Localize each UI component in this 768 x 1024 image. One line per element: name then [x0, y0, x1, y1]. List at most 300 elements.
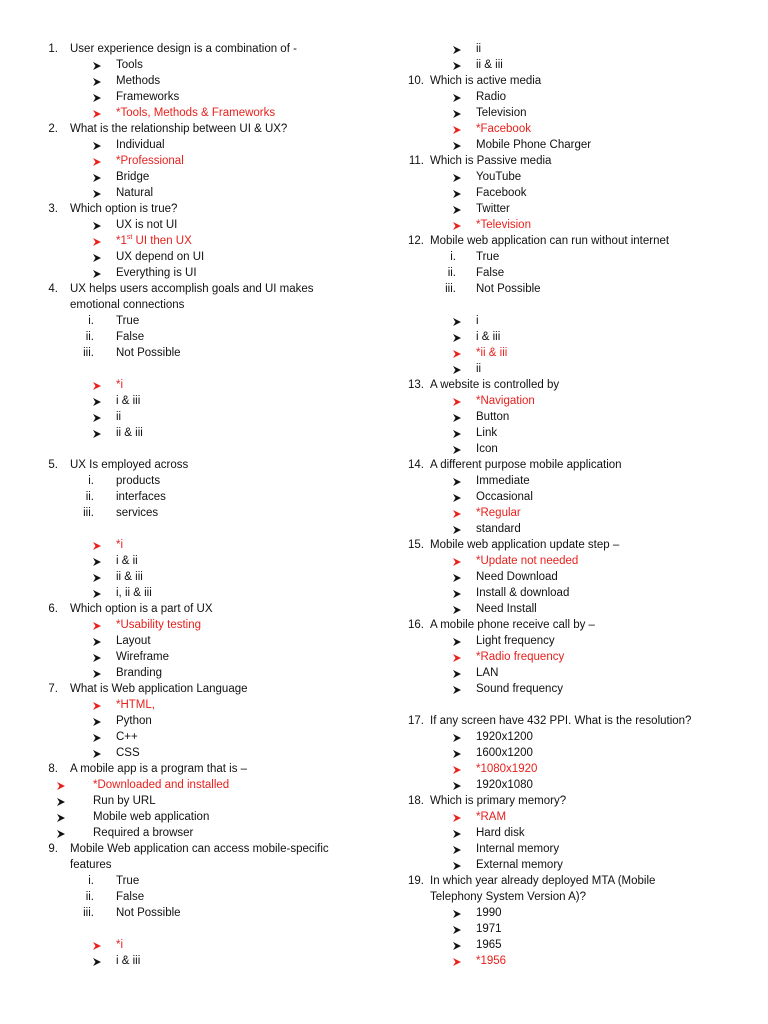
option-text: *Facebook — [476, 123, 531, 135]
roman-list-item — [36, 345, 366, 361]
roman-numeral: iii. — [83, 907, 94, 919]
option-text: *Usability testing — [116, 619, 202, 631]
option-item — [36, 953, 366, 969]
arrow-bullet-icon — [92, 653, 102, 663]
option-item — [36, 793, 366, 809]
option-item — [396, 425, 736, 441]
option-text: UX depend on UI — [116, 251, 205, 263]
option-item — [36, 585, 366, 601]
question-continuation — [36, 857, 366, 873]
option-text: Natural — [116, 187, 154, 199]
blank-line — [36, 521, 366, 537]
question-text: In which year already deployed MTA (Mobile — [430, 875, 656, 887]
question-text: features — [70, 859, 112, 871]
question-text: A mobile phone receive call by – — [430, 619, 595, 631]
question-text: Mobile Web application can access mobile-specific — [70, 843, 329, 855]
arrow-bullet-icon — [92, 429, 102, 439]
option-item — [36, 729, 366, 745]
question-text: Which is active media — [430, 75, 542, 87]
arrow-bullet-icon — [452, 845, 462, 855]
arrow-bullet-icon — [56, 781, 66, 791]
arrow-bullet-icon — [92, 557, 102, 567]
option-text: *ii & iii — [476, 347, 508, 359]
arrow-bullet-icon — [92, 141, 102, 151]
option-text: *Tools, Methods & Frameworks — [116, 107, 276, 119]
question-number: 16. — [408, 619, 424, 631]
arrow-bullet-icon — [92, 253, 102, 263]
arrow-bullet-icon — [92, 109, 102, 119]
option-item — [396, 569, 736, 585]
arrow-bullet-icon — [452, 861, 462, 871]
option-item — [396, 905, 736, 921]
arrow-bullet-icon — [92, 93, 102, 103]
arrow-bullet-icon — [92, 573, 102, 583]
arrow-bullet-icon — [92, 749, 102, 759]
option-text: Run by URL — [93, 795, 156, 807]
option-text: 1920x1200 — [476, 731, 533, 743]
roman-list-item — [36, 473, 366, 489]
option-item — [396, 409, 736, 425]
roman-item-text: False — [116, 331, 145, 343]
arrow-bullet-icon — [452, 173, 462, 183]
arrow-bullet-icon — [452, 909, 462, 919]
option-text: YouTube — [476, 171, 522, 183]
arrow-bullet-icon — [92, 941, 102, 951]
blank-line — [36, 921, 366, 937]
question-number: 5. — [48, 459, 58, 471]
option-item — [36, 633, 366, 649]
option-item — [396, 489, 736, 505]
question-line — [36, 841, 366, 857]
option-item — [396, 361, 736, 377]
question-line — [396, 73, 736, 89]
option-item — [36, 169, 366, 185]
arrow-bullet-icon — [452, 125, 462, 135]
question-number: 6. — [48, 603, 58, 615]
option-text: ii — [476, 363, 482, 375]
answer-option — [396, 761, 736, 777]
option-item — [396, 681, 736, 697]
option-item — [396, 441, 736, 457]
arrow-bullet-icon — [92, 541, 102, 551]
option-text: *Professional — [116, 155, 184, 167]
option-text: i & iii — [476, 331, 501, 343]
question-line — [36, 681, 366, 697]
option-item — [396, 201, 736, 217]
roman-list-item — [36, 905, 366, 921]
arrow-bullet-icon — [452, 525, 462, 535]
arrow-bullet-icon — [452, 493, 462, 503]
arrow-bullet-icon — [452, 141, 462, 151]
option-text: i & ii — [116, 555, 138, 567]
option-text: *Downloaded and installed — [93, 779, 230, 791]
option-text: ii — [116, 411, 122, 423]
arrow-bullet-icon — [452, 557, 462, 567]
arrow-bullet-icon — [452, 653, 462, 663]
option-text: Branding — [116, 667, 163, 679]
arrow-bullet-icon — [452, 765, 462, 775]
option-text: Link — [476, 427, 498, 439]
question-line — [36, 601, 366, 617]
option-item — [396, 745, 736, 761]
option-item — [396, 921, 736, 937]
ordinal-superscript: st — [126, 234, 133, 242]
arrow-bullet-icon — [452, 749, 462, 759]
roman-item-text: True — [116, 875, 140, 887]
option-text: *i — [116, 539, 124, 551]
option-text: Hard disk — [476, 827, 525, 839]
answer-option — [396, 217, 736, 233]
option-item — [396, 585, 736, 601]
question-number: 3. — [48, 203, 58, 215]
question-line — [396, 713, 736, 729]
option-item — [36, 745, 366, 761]
roman-numeral: ii. — [447, 267, 456, 279]
option-text: *HTML, — [116, 699, 155, 711]
option-item — [36, 809, 366, 825]
option-item — [396, 89, 736, 105]
blank-line — [36, 361, 366, 377]
option-text: Need Download — [476, 571, 558, 583]
option-item — [36, 553, 366, 569]
bullet-marker — [92, 956, 102, 972]
roman-item-text: Not Possible — [116, 907, 181, 919]
roman-item-text: False — [116, 891, 145, 903]
question-number: 9. — [48, 843, 58, 855]
question-text: A different purpose mobile application — [430, 459, 622, 471]
arrow-bullet-icon — [452, 813, 462, 823]
question-text: User experience design is a combination of - — [70, 43, 297, 55]
arrow-bullet-icon — [92, 637, 102, 647]
arrow-bullet-icon — [92, 669, 102, 679]
arrow-bullet-icon — [452, 349, 462, 359]
option-item — [36, 393, 366, 409]
arrow-bullet-icon — [92, 589, 102, 599]
arrow-bullet-icon — [452, 669, 462, 679]
arrow-bullet-icon — [92, 957, 102, 967]
question-line — [36, 281, 366, 297]
question-text: A website is controlled by — [430, 379, 560, 391]
answer-option — [36, 153, 366, 169]
question-number: 7. — [48, 683, 58, 695]
question-line — [36, 41, 366, 57]
arrow-bullet-icon — [452, 413, 462, 423]
option-item — [396, 633, 736, 649]
option-text: *Regular — [476, 507, 521, 519]
option-text: UX is not UI — [116, 219, 178, 231]
option-text: *Television — [476, 219, 531, 231]
roman-item-text: True — [476, 251, 500, 263]
answer-option — [36, 617, 366, 633]
option-item — [396, 313, 736, 329]
question-line — [396, 457, 736, 473]
arrow-bullet-icon — [92, 269, 102, 279]
option-text: Radio — [476, 91, 507, 103]
option-text: Wireframe — [116, 651, 170, 663]
left-column — [36, 41, 366, 969]
option-item — [396, 185, 736, 201]
option-text: *1956 — [476, 955, 507, 967]
option-item — [396, 777, 736, 793]
question-text: Which is primary memory? — [430, 795, 567, 807]
option-item — [396, 665, 736, 681]
option-item — [36, 249, 366, 265]
roman-numeral: iii. — [83, 347, 94, 359]
arrow-bullet-icon — [452, 397, 462, 407]
bullet-marker — [452, 956, 462, 972]
question-text: Which option is a part of UX — [70, 603, 213, 615]
arrow-bullet-icon — [452, 61, 462, 71]
roman-numeral: iii. — [83, 507, 94, 519]
question-number: 10. — [408, 75, 424, 87]
option-text: *i — [116, 379, 124, 391]
arrow-bullet-icon — [92, 157, 102, 167]
question-number: 13. — [408, 379, 424, 391]
option-text: 1971 — [476, 923, 502, 935]
answer-option — [36, 377, 366, 393]
question-number: 1. — [48, 43, 58, 55]
question-text: Mobile web application can run without internet — [430, 235, 670, 247]
question-number: 17. — [408, 715, 424, 727]
question-continuation — [36, 297, 366, 313]
arrow-bullet-icon — [92, 621, 102, 631]
arrow-bullet-icon — [452, 925, 462, 935]
option-item — [396, 57, 736, 73]
arrow-bullet-icon — [92, 381, 102, 391]
option-text: i & iii — [116, 955, 141, 967]
question-text: UX Is employed across — [70, 459, 189, 471]
option-text: Facebook — [476, 187, 527, 199]
arrow-bullet-icon — [92, 701, 102, 711]
option-text: Tools — [116, 59, 143, 71]
arrow-bullet-icon — [452, 205, 462, 215]
arrow-bullet-icon — [452, 509, 462, 519]
roman-list-item — [36, 889, 366, 905]
option-item — [396, 857, 736, 873]
question-number: 11. — [408, 155, 424, 167]
option-text: *i — [116, 939, 124, 951]
question-line — [396, 233, 736, 249]
option-item — [396, 169, 736, 185]
option-text: 1965 — [476, 939, 502, 951]
roman-numeral: i. — [450, 251, 456, 263]
answer-option — [396, 953, 736, 969]
roman-numeral: i. — [88, 475, 94, 487]
arrow-bullet-icon — [452, 829, 462, 839]
blank-line — [396, 697, 736, 713]
roman-item-text: Not Possible — [116, 347, 181, 359]
answer-option — [396, 121, 736, 137]
arrow-bullet-icon — [452, 45, 462, 55]
option-text: ii — [476, 43, 482, 55]
option-text: 1990 — [476, 907, 502, 919]
question-text: UX helps users accomplish goals and UI makes — [70, 283, 314, 295]
arrow-bullet-icon — [452, 605, 462, 615]
roman-numeral: i. — [88, 875, 94, 887]
option-text: standard — [476, 523, 521, 535]
question-number: 19. — [408, 875, 424, 887]
question-number: 2. — [48, 123, 58, 135]
answer-option — [36, 697, 366, 713]
option-text: CSS — [116, 747, 140, 759]
option-item — [396, 729, 736, 745]
arrow-bullet-icon — [452, 429, 462, 439]
roman-list-item — [36, 505, 366, 521]
arrow-bullet-icon — [452, 573, 462, 583]
roman-item-text: services — [116, 507, 159, 519]
question-number: 18. — [408, 795, 424, 807]
option-item — [36, 665, 366, 681]
roman-list-item — [36, 873, 366, 889]
roman-list-item — [396, 281, 736, 297]
arrow-bullet-icon — [56, 813, 66, 823]
arrow-bullet-icon — [92, 173, 102, 183]
option-text: i — [476, 315, 479, 327]
option-text: Frameworks — [116, 91, 180, 103]
option-text: *Radio frequency — [476, 651, 565, 663]
option-text: *RAM — [476, 811, 507, 823]
answer-option — [36, 105, 366, 121]
roman-item-text: Not Possible — [476, 283, 541, 295]
right-column — [396, 41, 736, 969]
option-text: Light frequency — [476, 635, 555, 647]
answer-option — [396, 553, 736, 569]
question-text: emotional connections — [70, 299, 185, 311]
option-item — [36, 57, 366, 73]
roman-list-item — [396, 265, 736, 281]
answer-option — [36, 537, 366, 553]
option-item — [36, 425, 366, 441]
arrow-bullet-icon — [92, 717, 102, 727]
answer-option — [36, 233, 366, 249]
arrow-bullet-icon — [452, 733, 462, 743]
option-item — [396, 137, 736, 153]
answer-option — [396, 649, 736, 665]
option-text: C++ — [116, 731, 138, 743]
blank-line — [396, 297, 736, 313]
arrow-bullet-icon — [452, 93, 462, 103]
option-item — [36, 825, 366, 841]
arrow-bullet-icon — [452, 365, 462, 375]
roman-list-item — [396, 249, 736, 265]
option-item — [396, 105, 736, 121]
option-text: 1920x1080 — [476, 779, 533, 791]
option-text: Icon — [476, 443, 498, 455]
question-line — [396, 153, 736, 169]
option-text: Twitter — [476, 203, 510, 215]
question-line — [36, 121, 366, 137]
option-item — [396, 825, 736, 841]
option-text: *Navigation — [476, 395, 535, 407]
answer-option — [396, 505, 736, 521]
option-text: ii & iii — [476, 59, 503, 71]
option-text: Individual — [116, 139, 165, 151]
arrow-bullet-icon — [452, 317, 462, 327]
arrow-bullet-icon — [452, 589, 462, 599]
option-item — [396, 937, 736, 953]
question-text: A mobile app is a program that is – — [70, 763, 248, 775]
arrow-bullet-icon — [452, 189, 462, 199]
option-item — [36, 409, 366, 425]
arrow-bullet-icon — [452, 637, 462, 647]
option-text: Occasional — [476, 491, 533, 503]
option-item — [396, 521, 736, 537]
roman-numeral: i. — [88, 315, 94, 327]
option-text: Mobile web application — [93, 811, 210, 823]
arrow-bullet-icon — [92, 189, 102, 199]
answer-option — [396, 809, 736, 825]
option-text: Bridge — [116, 171, 150, 183]
arrow-bullet-icon — [452, 941, 462, 951]
option-text: ii & iii — [116, 427, 143, 439]
question-line — [396, 537, 736, 553]
option-text: External memory — [476, 859, 563, 871]
answer-option — [396, 345, 736, 361]
question-line — [396, 873, 736, 889]
question-text: Mobile web application update step – — [430, 539, 620, 551]
question-text: What is Web application Language — [70, 683, 248, 695]
option-text: Sound frequency — [476, 683, 563, 695]
arrow-bullet-icon — [452, 109, 462, 119]
question-line — [396, 377, 736, 393]
roman-numeral: iii. — [445, 283, 456, 295]
question-number: 12. — [408, 235, 424, 247]
question-continuation — [396, 889, 736, 905]
roman-numeral: ii. — [85, 331, 94, 343]
option-text: Layout — [116, 635, 151, 647]
option-text: 1600x1200 — [476, 747, 533, 759]
option-text: *Update not needed — [476, 555, 579, 567]
option-item — [36, 649, 366, 665]
option-item — [36, 73, 366, 89]
arrow-bullet-icon — [452, 685, 462, 695]
option-text: *1st UI then UX — [116, 234, 192, 247]
arrow-bullet-icon — [92, 413, 102, 423]
roman-item-text: False — [476, 267, 505, 279]
arrow-bullet-icon — [452, 445, 462, 455]
blank-line — [36, 441, 366, 457]
arrow-bullet-icon — [92, 77, 102, 87]
question-text: If any screen have 432 PPI. What is the resolution? — [430, 715, 692, 727]
arrow-bullet-icon — [92, 221, 102, 231]
option-item — [36, 89, 366, 105]
roman-item-text: True — [116, 315, 140, 327]
option-text: ii & iii — [116, 571, 143, 583]
option-text: Install & download — [476, 587, 570, 599]
option-text: LAN — [476, 667, 499, 679]
option-text: Internal memory — [476, 843, 560, 855]
option-text: Methods — [116, 75, 161, 87]
arrow-bullet-icon — [56, 829, 66, 839]
question-line — [396, 617, 736, 633]
option-text: Python — [116, 715, 152, 727]
option-item — [36, 265, 366, 281]
option-text: i, ii & iii — [116, 587, 152, 599]
option-text: Everything is UI — [116, 267, 197, 279]
option-text: i & iii — [116, 395, 141, 407]
question-text: Which option is true? — [70, 203, 178, 215]
question-number: 14. — [408, 459, 424, 471]
option-item — [396, 41, 736, 57]
arrow-bullet-icon — [452, 781, 462, 791]
option-item — [36, 137, 366, 153]
option-item — [36, 185, 366, 201]
option-text: Button — [476, 411, 510, 423]
arrow-bullet-icon — [92, 237, 102, 247]
question-number: 4. — [48, 283, 58, 295]
option-item — [396, 329, 736, 345]
option-item — [396, 473, 736, 489]
